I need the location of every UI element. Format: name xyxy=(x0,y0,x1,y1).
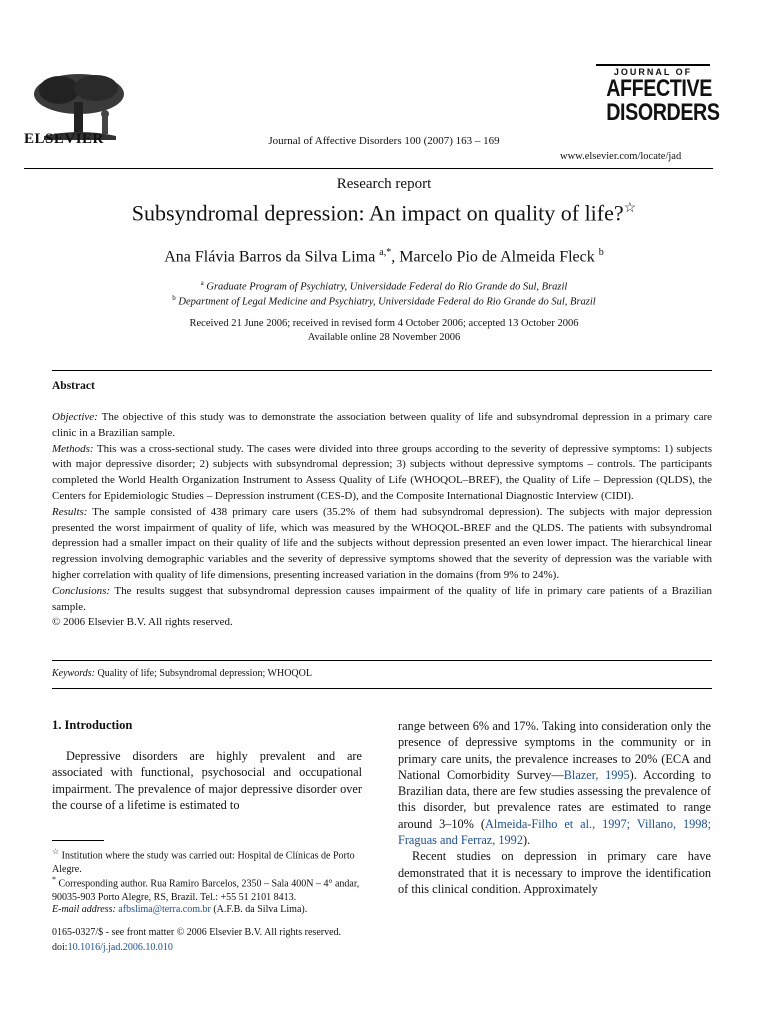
footnote-mark: * xyxy=(52,875,56,884)
author-separator: , xyxy=(391,248,400,266)
citation-link[interactable]: Blazer, 1995 xyxy=(563,767,630,782)
abstract-objective xyxy=(52,410,712,442)
author-list xyxy=(0,247,768,266)
footnote-corresponding xyxy=(52,873,367,905)
email-label: E-mail address: xyxy=(52,904,116,915)
conclusions-text: The results suggest that subsyndromal depression causes impairment of the quality of life in primary care patients of a Brazilian sample. xyxy=(52,584,712,613)
affiliation-b xyxy=(0,294,768,308)
footnote-email xyxy=(52,903,367,917)
affiliation-mark: a xyxy=(200,279,204,287)
abstract-heading: Abstract xyxy=(52,380,95,392)
intro-paragraph-col1: Depressive disorders are highly prevalent and are associated with functional, psychosocial and occupational impairment. The prevalence of major depressive disorder over the course of a lifetime is estimated to xyxy=(52,749,362,812)
journal-url[interactable]: www.elsevier.com/locate/jad xyxy=(560,151,682,162)
abstract-results xyxy=(52,505,712,584)
methods-label: Methods: xyxy=(52,442,94,455)
front-matter-line: 0165-0327/$ - see front matter © 2006 Elsevier B.V. All rights reserved. xyxy=(52,927,342,938)
results-label: Results: xyxy=(52,505,88,518)
conclusions-label: Conclusions: xyxy=(52,584,111,597)
objective-label: Objective: xyxy=(52,411,98,423)
paragraph-text: ). According to Brazilian data, there are few studies assessing the prevalence of this disorder, but prevalence rates are estimated to range around 3–10% ( xyxy=(398,767,712,831)
email-link[interactable]: afbslima@terra.com.br xyxy=(118,904,211,915)
section-heading-introduction: 1. Introduction xyxy=(52,718,133,732)
email-suffix: (A.F.B. da Silva Lima). xyxy=(210,904,308,915)
keywords-bottom-rule xyxy=(52,688,712,689)
header-divider xyxy=(24,168,713,169)
journal-logo-bottom: DISORDERS xyxy=(606,99,720,126)
keywords-label: Keywords: xyxy=(52,668,95,679)
doi-label: doi: xyxy=(52,942,68,953)
intro-paragraph xyxy=(398,718,711,848)
journal-citation: Journal of Affective Disorders 100 (2007) 163 – 169 xyxy=(268,135,500,147)
available-date: Available online 28 November 2006 xyxy=(307,332,461,343)
abstract-copyright: © 2006 Elsevier B.V. All rights reserved. xyxy=(52,616,233,629)
affiliation-mark: b xyxy=(172,294,176,302)
methods-text: This was a cross-sectional study. The cases were divided into three groups according to the severity of depressive symptoms: 1) subjects with major depressive disorder; 2) subjects with subsyndromal depression; 3) subjects without depressive symptoms – controls. The participants completed the World Health Organization Instrument to Assess Quality of Life (WHOQOL–BREF), the Quality of Life – Depression (QLDS), the Centers for Epidemiologic Studies – Depression instrument (CES-D), and the Composite International Diagnostic Interview (CIDI). xyxy=(52,442,712,502)
citation-link[interactable]: Almeida-Filho et al., 1997; Villano, 1998; Fraguas and Ferraz, 1992 xyxy=(398,816,711,848)
title-footnote-mark[interactable]: ☆ xyxy=(623,201,637,216)
abstract-methods xyxy=(52,442,712,505)
article-type: Research report xyxy=(336,176,432,192)
author-affiliation-mark[interactable]: b xyxy=(598,247,604,258)
journal-logo xyxy=(596,64,720,126)
received-dates: Received 21 June 2006; received in revised form 4 October 2006; accepted 13 October 2006 xyxy=(189,318,579,329)
footnote-text: Corresponding author. Rua Ramiro Barcelos, 2350 – Sala 400N – 4° andar, 90035-903 Porto Alegre, RS, Brazil. Tel.: +55 51 2101 8413. xyxy=(52,878,360,904)
author-affiliation-mark[interactable]: a,* xyxy=(379,247,392,258)
doi-link[interactable]: 10.1016/j.jad.2006.10.010 xyxy=(67,942,173,953)
affiliation-text: Department of Legal Medicine and Psychiatry, Universidade Federal do Rio Grande do Sul, Brazil xyxy=(178,296,596,308)
doi-line xyxy=(52,942,173,953)
keywords-top-rule xyxy=(52,660,712,661)
article-title xyxy=(0,200,768,226)
intro-paragraph: Recent studies on depression in primary care have demonstrated that it is necessary to improve the identification of this clinical condition. Approximately xyxy=(398,849,711,896)
keywords xyxy=(52,668,312,679)
keywords-text: Quality of life; Subsyndromal depression; WHOQOL xyxy=(94,668,312,679)
footnote-text: Institution where the study was carried out: Hospital de Clínicas de Porto Alegre. xyxy=(52,850,355,876)
abstract-top-rule xyxy=(52,370,712,371)
author-name: Ana Flávia Barros da Silva Lima xyxy=(164,248,376,266)
author-name: Marcelo Pio de Almeida Fleck xyxy=(399,248,595,266)
abstract-body xyxy=(52,410,712,631)
footnote-divider xyxy=(52,840,104,841)
paragraph-text: range between 6% and 17%. Taking into consideration only the presence of depressive symptoms in the community or in primary care units, the prevalence increases to 20% (ECA and National Comorbidity Survey— xyxy=(398,719,711,782)
footnote-mark: ☆ xyxy=(52,847,60,856)
publisher-name: ELSEVIER xyxy=(24,131,104,147)
abstract-conclusions xyxy=(52,584,712,616)
objective-text: The objective of this study was to demonstrate the association between quality of life and subsyndromal depression in a primary care clinic in a Brazilian sample. xyxy=(52,411,712,439)
intro-column-2 xyxy=(398,718,711,897)
journal-logo-top: JOURNAL OF xyxy=(596,64,710,77)
affiliation-text: Graduate Program of Psychiatry, Universidade Federal do Rio Grande do Sul, Brazil xyxy=(206,281,568,293)
title-text: Subsyndromal depression: An impact on quality of life? xyxy=(131,200,624,226)
results-text: The sample consisted of 438 primary care users (35.2% of them had subsyndromal depression). The subjects with major depression presented the worst impairment of quality of life, which was measured by the WHOQOL-BREF and the QLDS. The patients with subsyndromal depression had a smaller impact on their quality of life and the subjects without depression presented an even lower impact. The hierarchical linear regression involving demographic variables and the severity of depressive symptoms showed that the severity of depression was the variable with higher correlation with quality of life dimensions, presenting increased variation in the domains (from 9% to 24%). xyxy=(52,505,712,581)
journal-logo-mid: AFFECTIVE xyxy=(606,75,712,102)
paragraph-text: ). xyxy=(522,833,531,848)
affiliation-a xyxy=(0,279,768,293)
